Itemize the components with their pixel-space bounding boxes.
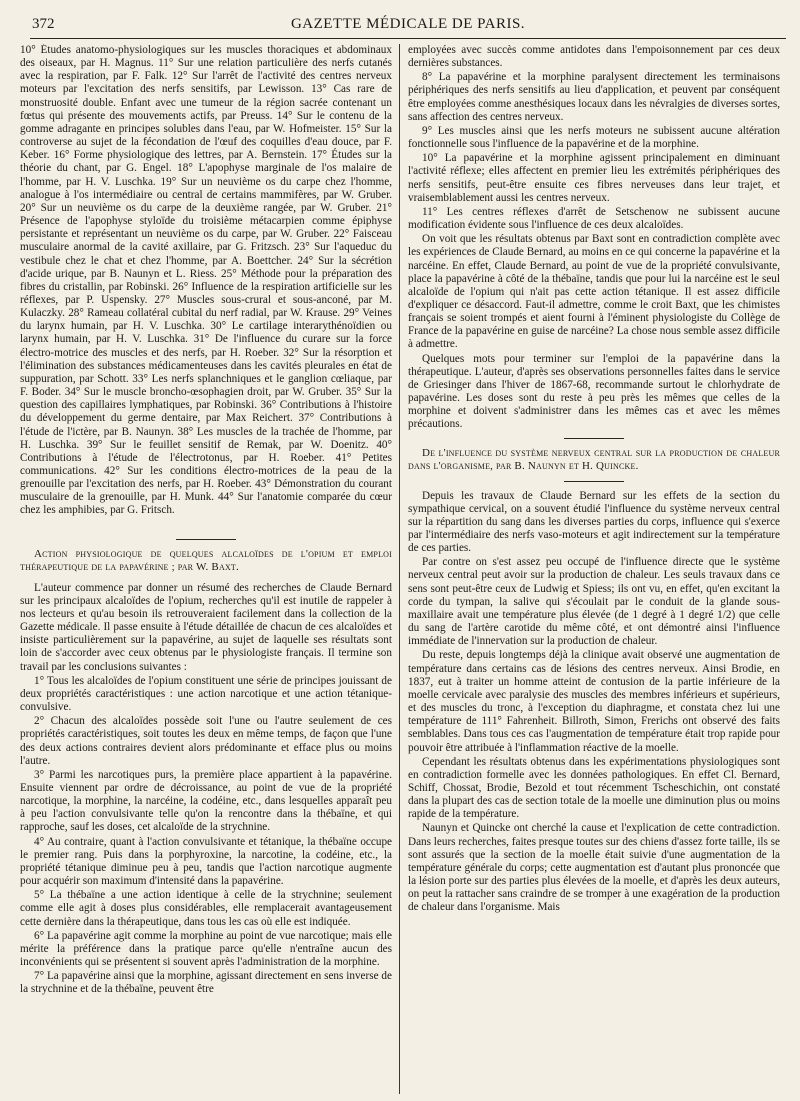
running-title: GAZETTE MÉDICALE DE PARIS.: [290, 16, 526, 32]
section-title-naunyn-quincke: De l'influence du système nerveux central sur la production de chaleur dans l'organisme, par B. Naunyn et H. Quincke.: [408, 446, 780, 472]
paragraph: 7° La papavérine ainsi que la morphine, agissant directement en sens inverse de la strychnine et de la thébaïne, peuvent être: [20, 970, 392, 996]
paragraph: Du reste, depuis longtemps déjà la clinique avait observé une augmentation de température dans certains cas de lésions des centres nerveux. Ainsi Brodie, en 1837, eut à traiter un homme atteint de contusion de la partie inférieure de la moelle cervicale avec paralysie des muscles des membres inférieurs et supérieurs, et des muscles du tronc, à l'exception du diaphragme, et constata chez lui une température de 111° Fahrenheit. Billroth, Simon, Frerichs ont observé des faits semblables. Dans tous ces cas l'augmentation de température était trop rapide pour pouvoir être attribuée à l'inflammation réactive de la moelle.: [408, 649, 780, 754]
paragraph: 8° La papavérine et la morphine paralysent directement les terminaisons périphériques des nerfs sensitifs au lieu d'application, et peuvent par conséquent être employées comme anesthésiques locaux dans les névralgies de diverses sortes, sans affection des centres nerveux.: [408, 71, 780, 123]
paragraph: Cependant les résultats obtenus dans les expérimentations physiologiques sont en contradiction formelle avec les données pathologiques. En effet Cl. Bernard, Schiff, Chossat, Brodie, Bezold et tout récemment Tscheschichin, ont constaté dans la plupart des cas de section totale de la moelle une diminution plus ou moins rapide de la température.: [408, 755, 780, 821]
section-divider: [564, 481, 624, 482]
paragraph: 6° La papavérine agit comme la morphine au point de vue narcotique; mais elle mérite la préférence dans la pratique parce qu'elle n'entraîne aucun des inconvénients qui se présentent si souvent après l'administration de la morphine.: [20, 929, 392, 968]
spacer: [20, 519, 392, 533]
paragraph: 5° La thébaïne a une action identique à celle de la strychnine; seulement comme elle agit à doses plus considérables, elle remplacerait avantageusement cette dernière dans la thérapeutique, dans tous les cas où elle est indiquée.: [20, 889, 392, 928]
paragraph: 11° Les centres réflexes d'arrêt de Setschenow ne subissent aucune modification évidente sous l'influence de ces deux alcaloïdes.: [408, 205, 780, 232]
paragraph: 2° Chacun des alcaloïdes possède soit l'une ou l'autre seulement de ces propriétés caractéristiques, soit toutes les deux en même temps, de façon que l'une des deux actions contraires devient alors prédominante et efface plus ou moins l'autre.: [20, 715, 392, 767]
column-divider: [399, 44, 400, 1094]
page-header: [30, 14, 786, 39]
paragraph: L'auteur commence par donner un résumé des recherches de Claude Bernard sur les principaux alcaloïdes de l'opium, recherches qu'il est inutile de rappeler à nos lecteurs et qu'au besoin ils retrouveraient facilement dans la collection de la Gazette médicale. Il passe ensuite à l'étude détaillée de chacun de ces alcaloïdes et insiste particulièrement sur la papavérine, au sujet de laquelle ses résultats sont loin de s'accorder avec ceux obtenus par le physiologiste français. Il termine son travail par les conclusions suivantes :: [20, 581, 392, 673]
right-column: [408, 44, 780, 1094]
paragraph: employées avec succès comme antidotes dans l'empoisonnement par ces deux dernières substances.: [408, 44, 780, 70]
paragraph: Depuis les travaux de Claude Bernard sur les effets de la section du sympathique cervical, on a souvent étudié l'influence du système nerveux central sur la répartition du sang dans les diverses parties du corps, influence qui s'exerce par l'intermédiaire des nerfs vaso-moteurs et agit indirectement sur la température de ces parties.: [408, 489, 780, 555]
paragraph: Naunyn et Quincke ont cherché la cause et l'explication de cette contradiction. Dans leurs recherches, faites presque toutes sur des chiens d'assez forte taille, ils se sont assurés que la section de la moelle était suivie d'une augmentation de la température générale du corps; cette augmentation est d'autant plus prononcée que la lésion porte sur des parties plus élevées de la moelle, et d'après les deux auteurs, on peut la rattacher sans craindre de se tromper à une exagération de la production de chaleur dans l'organisme. Mais: [408, 822, 780, 914]
left-column: [20, 44, 392, 1094]
paragraph: 9° Les muscles ainsi que les nerfs moteurs ne subissent aucune altération fonctionnelle sous l'influence de la papavérine et de la morphine.: [408, 124, 780, 151]
article-list-paragraph: 10° Études anatomo-physiologiques sur les muscles thoraciques et abdominaux des oiseaux, par H. Magnus. 11° Sur une relation particulière des nerfs cutanés avec la respiration, par F. Falk. 12° Sur l'arrêt de l'activité des centres nerveux moteurs par l'excitation des nerfs sensitifs, par Lewisson. 13° Cas rare de monstruosité double. Enfant avec une tumeur de la région sacrée contenant un fœtus qui présente des mouvements actifs, par Preuss. 14° Sur le contenu de la gomme adragante en principes solubles dans l'eau, par W. Hofmeister. 15° Sur la controverse au sujet de la fécondation de l'œuf des coquilles d'eau douce, par F. Keber. 16° Forme physiologique des lettres, par A. Bernstein. 17° Études sur la théorie du chant, par G. Engel. 18° L'apophyse marginale de l'os malaire de l'homme, par H. V. Luschka. 19° Sur un neuvième os du carpe chez l'homme, analogue à l'os intermédiaire ou central de certains mammifères, par W. Gruber. 20° Sur un neuvième os du carpe de la deuxième rangée, par W. Gruber. 21° Présence de l'apophyse styloïde du troisième métacarpien comme épiphyse persistante et représentant un neuvième os du carpe, par W. Gruber. 22° Faisceau musculaire anormal de la cavité axillaire, par G. Fritzsch. 23° Sur l'aqueduc du vestibule chez le chat et chez l'homme, par A. Boettcher. 24° Sur la sécrétion d'acide urique, par B. Naunyn et L. Riess. 25° Méthode pour la préparation des fibres du cristallin, par Robinski. 26° Influence de la respiration artificielle sur les réflexes, par P. Uspensky. 27° Muscles sous-crural et sous-anconé, par M. Kulaczky. 28° Rameau collatéral cubital du nerf radial, par W. Krause. 29° Veines du larynx humain, par H. V. Luschka. 30° Le cartilage interarythénoïdien ou larynx humain, par H. V. Luschka. 31° De l'influence du curare sur la force électro-motrice des muscles et des nerfs, par H. Roeber. 32° Sur la résorption et l'élimination des substances médicamenteuses dans les cavités pleurales en état de suppuration, par Schott. 33° Les nerfs splanchniques et le ganglion cœliaque, par F. Boder. 34° Sur le muscle broncho-œsophagien droit, par W. Gruber. 35° Sur la question des capillaires lymphatiques, par Robinski. 36° Contributions à l'histoire du développement du germe dentaire, par Max Reichert. 37° Contributions à l'étude de l'ictère, par B. Naunyn. 38° Les muscles de la trachée de l'homme, par H. Luschka. 39° Sur le feuillet sensitif de Remak, par W. Doenitz. 40° Contributions à l'étude de l'électrotonus, par H. Roeber. 41° Petites communications. 42° Sur les conditions électro-motrices de la peau de la grenouille par l'excitation des nerfs, par H. Roeber. 43° Démonstration du courant musculaire de la grenouille, par H. Munk. 44° Sur l'anatomie comparée du cœur chez les amphibies, par G. Fritsch.: [20, 44, 392, 517]
paragraph: 3° Parmi les narcotiques purs, la première place appartient à la papavérine. Ensuite viennent par ordre de décroissance, au point de vue de la propriété narcotique, la morphine, la narcéine, la codéine, etc., dans lesquelles apparaît peu à peu l'action convulsivante telle qu'on la rencontre dans la thébaïne, et qui rapproche, sauf les doses, cet alcaloïde de la strychnine.: [20, 768, 392, 834]
paragraph: 4° Au contraire, quant à l'action convulsivante et tétanique, la thébaïne occupe le premier rang. Puis dans la porphyroxine, la narcotine, la codéine, etc., la propriété tétanique diminue peu à peu, tandis que l'action narcotique augmente pour acquérir son maximum d'intensité dans la papavérine.: [20, 835, 392, 888]
paragraph: 1° Tous les alcaloïdes de l'opium constituent une série de principes jouissant de deux propriétés caractéristiques : une action narcotique et une action tétanique-convulsive.: [20, 674, 392, 714]
section-divider: [564, 438, 624, 439]
paragraph: 10° La papavérine et la morphine agissent principalement en diminuant l'activité réflexe; elles affectent en premier lieu les extrémités périphériques des nerfs sensitifs, peut-être ensuite ces fibres nerveuses dans leur trajet, et vraisemblablement aussi les centres nerveux.: [408, 152, 780, 204]
page-number: 372: [32, 16, 55, 32]
section-title-baxt: Action physiologique de quelques alcaloïdes de l'opium et emploi thérapeutique de la papavérine ; par W. Baxt.: [20, 547, 392, 573]
paragraph: Quelques mots pour terminer sur l'emploi de la papavérine dans la thérapeutique. L'auteur, d'après ses observations personnelles faites dans le service de Griesinger dans l'hiver de 1867-68, recommande surtout le chlorhydrate de papavérine. Les doses sont du reste à peu près les mêmes que celles de la morphine et doivent s'administrer dans les mêmes cas et avec les mêmes précautions.: [408, 352, 780, 431]
section-divider: [176, 539, 236, 540]
paragraph: On voit que les résultats obtenus par Baxt sont en contradiction complète avec les expériences de Claude Bernard, au moins en ce qui concerne la papavérine et la narcéine. En effet, Claude Bernard, au point de vue de la propriété convulsivante, place la papavérine à côté de la thébaïne, tandis que pour lui la narcéine est le seul alcaloïde de l'opium qui n'ait pas cette action tétanique. Il est assez difficile d'expliquer ce désaccord. Faut-il admettre, comme le croit Baxt, que les chimistes français se soient trompés et aient fourni à l'éminent physiologiste du Collège de France de la papavérine en guise de narcéine? La chose nous semble assez difficile à admettre.: [408, 233, 780, 351]
paragraph: Par contre on s'est assez peu occupé de l'influence directe que le système nerveux central peut avoir sur la production de chaleur. Les seuls travaux dans ce sens sont peut-être ceux de Ludwig et Spiess; ils ont vu, en effet, qu'en excitant la corde du tympan, la salive qui s'écoulait par le conduit de la glande sous-maxillaire avait une température plus élevée (de 1 degré à 1 degré 1/2) que celle du sang de l'artère carotide du même côté, et ont démontré ainsi l'influence immédiate de l'innervation sur la production de chaleur.: [408, 556, 780, 648]
